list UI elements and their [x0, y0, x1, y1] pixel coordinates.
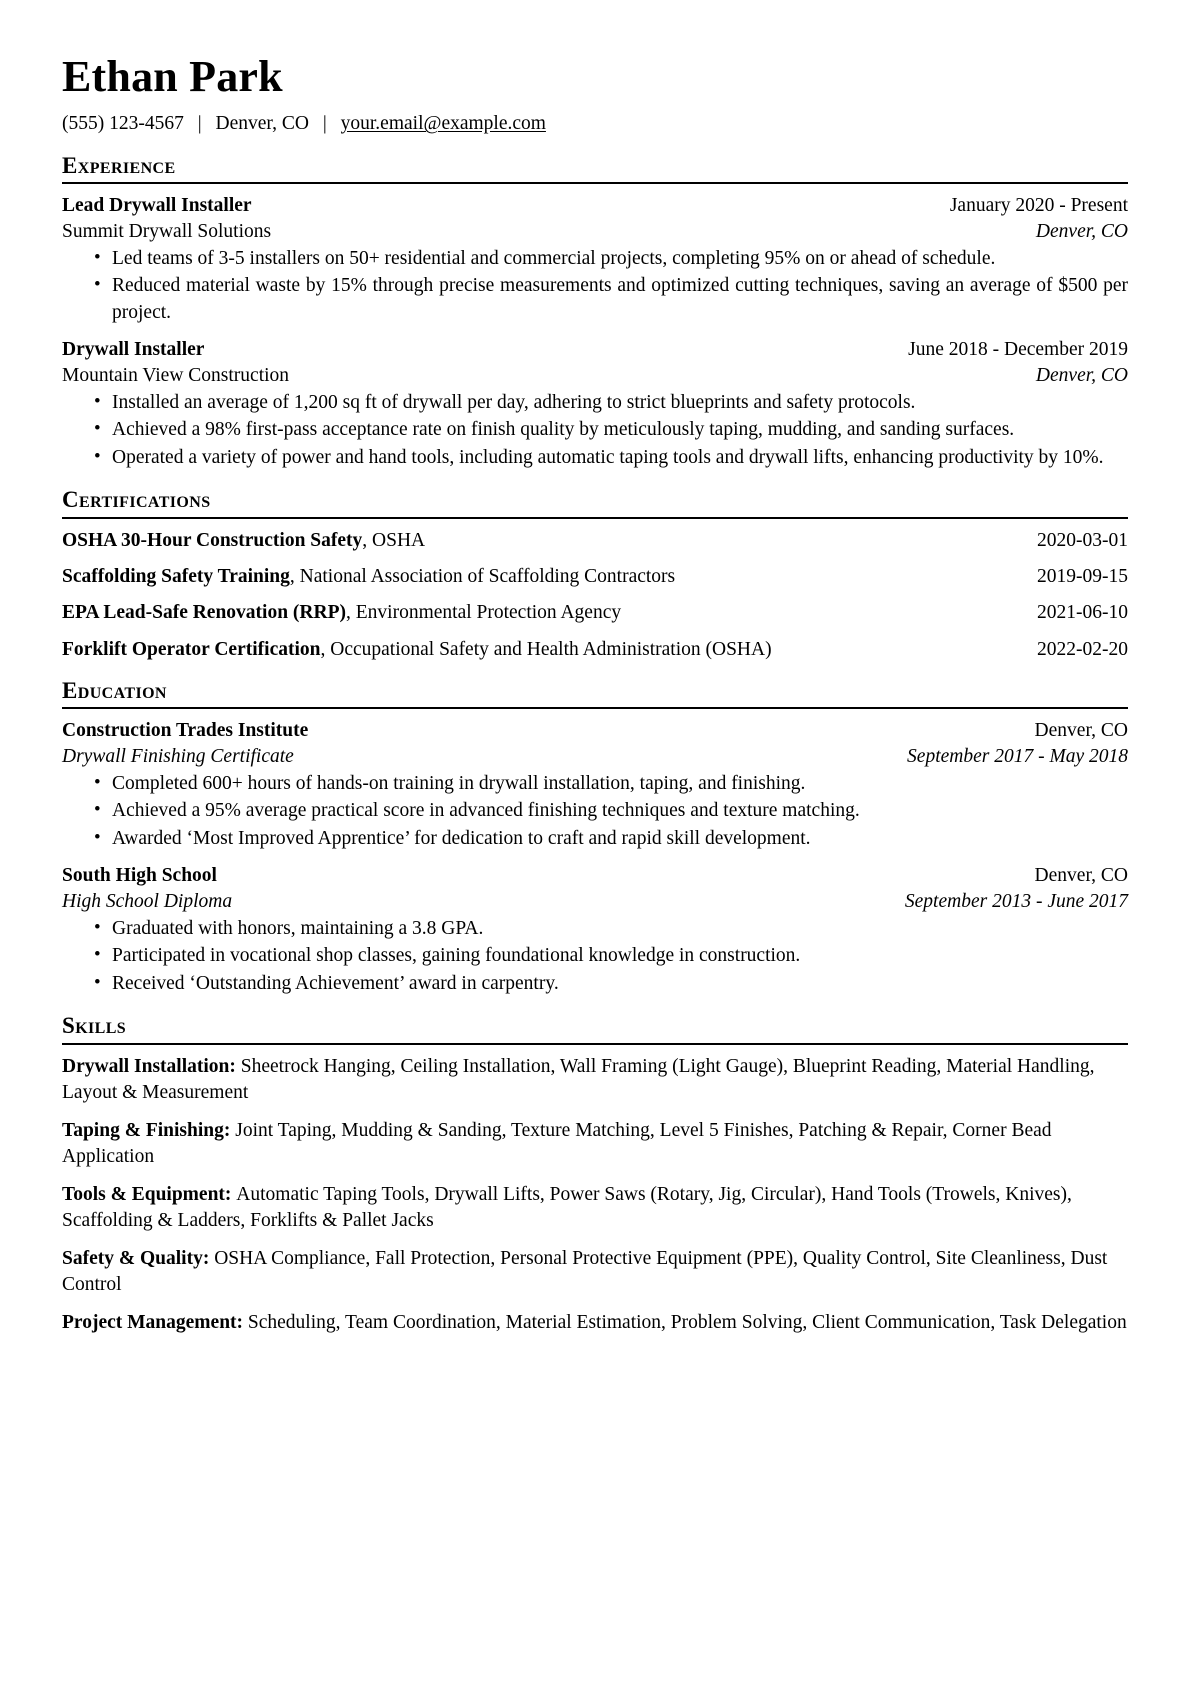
education-degree-row — [62, 744, 1128, 770]
certification-main — [62, 637, 772, 662]
certification-row — [62, 600, 1128, 625]
certification-name: Scaffolding Safety Training — [62, 565, 290, 587]
certification-row — [62, 637, 1128, 662]
skill-category: Safety & Quality: — [62, 1247, 215, 1269]
skill-row — [62, 1246, 1128, 1299]
phone-number: (555) 123-4567 — [62, 113, 184, 135]
section-heading-certifications: Certifications — [62, 487, 211, 513]
experience-title-row — [62, 337, 1128, 363]
skill-items: OSHA Compliance, Fall Protection, Personal Protective Equipment (PPE), Quality Control, Site Cleanliness, Dust Control — [62, 1247, 1108, 1296]
contact-separator-1: | — [197, 113, 202, 135]
certification-issuer: National Association of Scaffolding Contractors — [299, 565, 676, 587]
job-dates: January 2020 - Present — [949, 195, 1128, 217]
education-entry — [62, 718, 1128, 852]
job-title: Lead Drywall Installer — [62, 195, 252, 217]
skill-category: Tools & Equipment: — [62, 1183, 237, 1205]
degree-name: High School Diploma — [62, 891, 233, 913]
education-section — [62, 678, 1128, 997]
skill-row — [62, 1054, 1128, 1107]
certifications-section — [62, 487, 1128, 662]
list-item: • Operated a variety of power and hand tools, including automatic taping tools and drywall lifts, enhancing productivity by 10%. — [94, 445, 1128, 472]
education-entry — [62, 863, 1128, 997]
education-bullet-list — [62, 916, 1128, 998]
certification-issuer-wrap: , National Association of Scaffolding Contractors — [289, 565, 676, 587]
contact-separator-2: | — [322, 113, 327, 135]
degree-dates: September 2013 - June 2017 — [904, 891, 1128, 913]
experience-company-row — [62, 363, 1128, 389]
certification-issuer: Occupational Safety and Health Administration (OSHA) — [330, 638, 772, 660]
job-company: Summit Drywall Solutions — [62, 220, 272, 242]
certification-name: OSHA 30-Hour Construction Safety — [62, 529, 363, 551]
experience-title-row — [62, 193, 1128, 219]
certification-main — [62, 528, 425, 553]
school-name: South High School — [62, 865, 217, 887]
section-rule-certifications — [62, 517, 1128, 519]
list-item: • Installed an average of 1,200 sq ft of drywall per day, adhering to strict blueprints and safety protocols. — [94, 390, 1128, 417]
certification-main — [62, 564, 675, 589]
certification-date: 2020-03-01 — [1037, 529, 1128, 551]
certification-issuer-wrap: , Occupational Safety and Health Administration (OSHA) — [320, 638, 772, 660]
list-item: • Achieved a 95% average practical score in advanced finishing techniques and texture matching. — [94, 798, 1128, 825]
degree-name: Drywall Finishing Certificate — [62, 746, 294, 768]
experience-bullet-list — [62, 246, 1128, 327]
section-heading-experience: Experience — [62, 152, 176, 178]
list-item: • Achieved a 98% first-pass acceptance rate on finish quality by meticulously taping, mudding, and sanding surfaces. — [94, 417, 1128, 444]
certification-main — [62, 600, 621, 625]
experience-section — [62, 153, 1128, 471]
list-item: • Received ‘Outstanding Achievement’ award in carpentry. — [94, 971, 1128, 998]
certification-issuer: OSHA — [372, 529, 426, 551]
experience-bullet-list — [62, 390, 1128, 472]
certification-name: EPA Lead-Safe Renovation (RRP) — [62, 602, 346, 624]
education-school-row — [62, 718, 1128, 744]
certification-name: Forklift Operator Certification — [62, 638, 321, 660]
education-degree-row — [62, 889, 1128, 915]
certification-issuer-wrap: , Environmental Protection Agency — [346, 602, 622, 624]
certification-row — [62, 528, 1128, 553]
job-title: Drywall Installer — [62, 339, 205, 361]
resume-header — [62, 52, 1128, 137]
list-item: • Graduated with honors, maintaining a 3.8 GPA. — [94, 916, 1128, 943]
certification-date: 2022-02-20 — [1037, 638, 1128, 660]
certification-issuer-wrap: , OSHA — [362, 529, 426, 551]
skill-category: Project Management: — [62, 1311, 248, 1333]
skill-category: Drywall Installation: — [62, 1055, 241, 1077]
certification-date: 2021-06-10 — [1037, 602, 1128, 624]
job-dates: June 2018 - December 2019 — [908, 339, 1128, 361]
skill-category: Taping & Finishing: — [62, 1119, 236, 1141]
section-rule-experience — [62, 182, 1128, 184]
list-item: • Participated in vocational shop classes, gaining foundational knowledge in construction. — [94, 943, 1128, 970]
email-link[interactable]: your.email@example.com — [340, 113, 546, 135]
skill-row — [62, 1118, 1128, 1171]
skill-items: Sheetrock Hanging, Ceiling Installation, Wall Framing (Light Gauge), Blueprint Reading, Material Handling, Layout & Measurement — [62, 1055, 1095, 1104]
experience-entry — [62, 193, 1128, 326]
job-location: Denver, CO — [1035, 220, 1128, 242]
school-location: Denver, CO — [1034, 865, 1128, 887]
skill-items: Automatic Taping Tools, Drywall Lifts, Power Saws (Rotary, Jig, Circular), Hand Tools (Trowels, Knives), Scaffolding & Ladders, Forklifts & Pallet Jacks — [62, 1183, 1072, 1232]
candidate-name: Ethan Park — [62, 52, 283, 101]
skills-section — [62, 1013, 1128, 1336]
skill-items: Joint Taping, Mudding & Sanding, Texture Matching, Level 5 Finishes, Patching & Repair, Corner Bead Application — [62, 1119, 1052, 1168]
section-rule-skills — [62, 1043, 1128, 1045]
education-bullet-list — [62, 771, 1128, 853]
location-text: Denver, CO — [215, 113, 309, 135]
list-item: • Reduced material waste by 15% through precise measurements and optimized cutting techniques, saving an average of $500 per project. — [94, 273, 1128, 326]
school-location: Denver, CO — [1034, 720, 1128, 742]
certification-issuer: Environmental Protection Agency — [355, 602, 622, 624]
skill-row — [62, 1182, 1128, 1235]
skill-items: Scheduling, Team Coordination, Material Estimation, Problem Solving, Client Communication, Task Delegation — [247, 1311, 1127, 1333]
job-location: Denver, CO — [1035, 364, 1128, 386]
section-heading-skills: Skills — [62, 1013, 127, 1039]
certification-date: 2019-09-15 — [1037, 565, 1128, 587]
list-item: • Completed 600+ hours of hands-on training in drywall installation, taping, and finishing. — [94, 771, 1128, 798]
certification-row — [62, 564, 1128, 589]
job-company: Mountain View Construction — [62, 364, 290, 386]
experience-entry — [62, 337, 1128, 471]
list-item: • Awarded ‘Most Improved Apprentice’ for dedication to craft and rapid skill development. — [94, 826, 1128, 853]
list-item: • Led teams of 3-5 installers on 50+ residential and commercial projects, completing 95% on or ahead of schedule. — [94, 246, 1128, 273]
skill-row — [62, 1310, 1128, 1337]
degree-dates: September 2017 - May 2018 — [907, 746, 1128, 768]
section-rule-education — [62, 707, 1128, 709]
school-name: Construction Trades Institute — [62, 720, 309, 742]
contact-line — [62, 111, 1128, 136]
section-heading-education: Education — [62, 677, 167, 703]
experience-company-row — [62, 219, 1128, 245]
education-school-row — [62, 863, 1128, 889]
